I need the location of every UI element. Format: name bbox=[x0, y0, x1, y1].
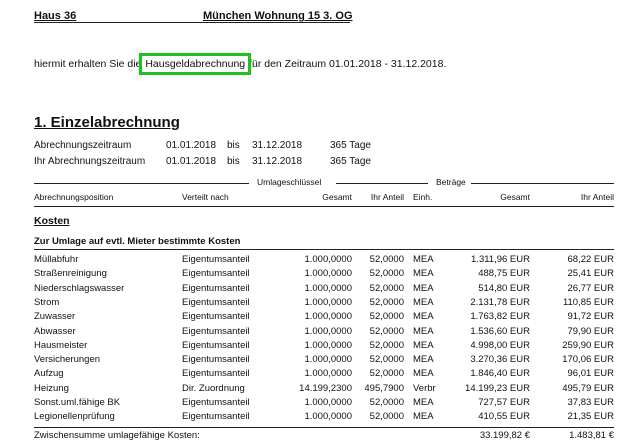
cell-betrag-anteil: 37,83 EUR bbox=[567, 397, 614, 408]
cell-anteil: 52,0000 bbox=[369, 411, 404, 423]
col-betrag-anteil: Ihr Anteil bbox=[580, 192, 614, 202]
period-bis: bis bbox=[227, 140, 240, 151]
col-anteil: Ihr Anteil bbox=[370, 192, 404, 202]
table-row bbox=[34, 340, 614, 354]
cell-einh: Verbr bbox=[413, 382, 436, 394]
cell-einh: MEA bbox=[413, 339, 434, 351]
cell-betrag-gesamt: 1.536,60 EUR bbox=[470, 325, 530, 337]
period-to: 31.12.2018 bbox=[252, 140, 303, 151]
cell-anteil: 52,0000 bbox=[369, 397, 404, 408]
group-rule-right bbox=[471, 183, 614, 184]
table-row bbox=[34, 254, 614, 268]
table-row bbox=[34, 326, 614, 340]
cell-position: Strom bbox=[34, 296, 60, 308]
cell-position: Niederschlagswasser bbox=[34, 282, 125, 294]
intro-before: hiermit erhalten Sie die bbox=[34, 58, 145, 70]
cell-anteil: 495,7900 bbox=[364, 382, 404, 394]
cell-verteilt: Eigentumsanteil bbox=[182, 325, 250, 337]
cell-einh: MEA bbox=[413, 397, 434, 408]
subtotal-rule bbox=[34, 427, 614, 428]
subtotal-label: Zwischensumme umlagefähige Kosten: bbox=[34, 430, 200, 441]
period-from: 01.01.2018 bbox=[166, 140, 217, 151]
table-row bbox=[34, 297, 614, 311]
table-row bbox=[34, 354, 614, 368]
cell-gesamt: 1.000,0000 bbox=[304, 311, 352, 323]
cell-gesamt: 1.000,0000 bbox=[304, 354, 352, 366]
highlighted-term[interactable]: Hausgeldabrechnung bbox=[145, 58, 246, 70]
cell-verteilt: Eigentumsanteil bbox=[182, 282, 250, 294]
subsection-rule bbox=[34, 249, 614, 250]
table-row bbox=[34, 283, 614, 297]
kosten-label: Kosten bbox=[34, 215, 70, 227]
table-row bbox=[34, 311, 614, 325]
cell-betrag-anteil: 110,85 EUR bbox=[562, 296, 614, 308]
table-row bbox=[34, 411, 614, 425]
intro-after: für den Zeitraum 01.01.2018 - 31.12.2018. bbox=[246, 58, 447, 70]
cell-gesamt: 1.000,0000 bbox=[304, 254, 352, 265]
cell-betrag-anteil: 259,90 EUR bbox=[562, 339, 614, 351]
table-row bbox=[34, 397, 614, 411]
period-row bbox=[34, 156, 614, 170]
cell-anteil: 52,0000 bbox=[369, 254, 404, 265]
cell-position: Heizung bbox=[34, 382, 69, 394]
cell-verteilt: Eigentumsanteil bbox=[182, 311, 250, 323]
cell-position: Abwasser bbox=[34, 325, 76, 337]
subtotal-row bbox=[34, 430, 614, 444]
intro-text bbox=[34, 58, 446, 70]
col-betrag-gesamt: Gesamt bbox=[500, 192, 530, 202]
cell-einh: MEA bbox=[413, 296, 434, 308]
cell-betrag-anteil: 25,41 EUR bbox=[567, 268, 614, 280]
cell-betrag-anteil: 495,79 EUR bbox=[562, 382, 614, 394]
cell-einh: MEA bbox=[413, 254, 434, 265]
cell-anteil: 52,0000 bbox=[369, 282, 404, 294]
cell-gesamt: 14.199,2300 bbox=[299, 382, 352, 394]
period-days: 365 Tage bbox=[330, 140, 371, 151]
cell-betrag-gesamt: 2.131,78 EUR bbox=[470, 296, 530, 308]
cell-verteilt: Dir. Zuordnung bbox=[182, 382, 245, 394]
cell-anteil: 52,0000 bbox=[369, 268, 404, 280]
cell-verteilt: Eigentumsanteil bbox=[182, 296, 250, 308]
cell-betrag-gesamt: 3.270,36 EUR bbox=[470, 354, 530, 366]
group-header-umlage: Umlageschlüssel bbox=[257, 177, 322, 187]
cell-verteilt: Eigentumsanteil bbox=[182, 254, 250, 265]
col-verteilt: Verteilt nach bbox=[182, 192, 229, 202]
table-row bbox=[34, 383, 614, 397]
group-header-betraege: Beträge bbox=[436, 177, 466, 187]
cell-betrag-gesamt: 1.311,96 EUR bbox=[471, 254, 530, 265]
cell-anteil: 52,0000 bbox=[369, 368, 404, 380]
cell-verteilt: Eigentumsanteil bbox=[182, 368, 250, 380]
section-title: 1. Einzelabrechnung bbox=[34, 114, 180, 131]
period-label: Abrechnungszeitraum bbox=[34, 140, 132, 151]
cell-verteilt: Eigentumsanteil bbox=[182, 411, 250, 423]
cell-einh: MEA bbox=[413, 311, 434, 323]
group-rule-left bbox=[34, 183, 249, 184]
cell-betrag-anteil: 96,01 EUR bbox=[567, 368, 614, 380]
cell-position: Sonst.uml.fähige BK bbox=[34, 397, 121, 408]
table-row bbox=[34, 268, 614, 282]
subtotal-anteil: 1.483,81 € bbox=[569, 430, 614, 441]
cell-betrag-gesamt: 727,57 EUR bbox=[478, 397, 530, 408]
cell-anteil: 52,0000 bbox=[369, 354, 404, 366]
period-days: 365 Tage bbox=[330, 156, 371, 167]
cell-gesamt: 1.000,0000 bbox=[304, 296, 352, 308]
column-header-rule bbox=[34, 206, 614, 207]
cell-betrag-gesamt: 488,75 EUR bbox=[478, 268, 530, 280]
cell-einh: MEA bbox=[413, 411, 434, 423]
cell-einh: MEA bbox=[413, 354, 434, 366]
cell-einh: MEA bbox=[413, 282, 434, 294]
cell-betrag-anteil: 68,22 EUR bbox=[567, 254, 614, 265]
period-to: 31.12.2018 bbox=[252, 156, 303, 167]
cell-gesamt: 1.000,0000 bbox=[304, 325, 352, 337]
col-einh: Einh. bbox=[413, 192, 433, 202]
cell-position: Legionellenprüfung bbox=[34, 411, 115, 423]
subtotal-gesamt: 33.199,82 € bbox=[479, 430, 530, 441]
cell-verteilt: Eigentumsanteil bbox=[182, 268, 250, 280]
column-header-row bbox=[34, 192, 614, 206]
cell-betrag-anteil: 21,35 EUR bbox=[567, 411, 614, 423]
cell-betrag-anteil: 170,06 EUR bbox=[562, 354, 614, 366]
col-gesamt: Gesamt bbox=[322, 192, 352, 202]
cell-gesamt: 1.000,0000 bbox=[304, 368, 352, 380]
cell-einh: MEA bbox=[413, 268, 434, 280]
table-row bbox=[34, 368, 614, 382]
cell-anteil: 52,0000 bbox=[369, 339, 404, 351]
cell-betrag-gesamt: 410,55 EUR bbox=[478, 411, 530, 423]
cell-betrag-anteil: 26,77 EUR bbox=[567, 282, 614, 294]
cell-gesamt: 1.000,0000 bbox=[304, 268, 352, 280]
col-position: Abrechnungsposition bbox=[34, 192, 114, 202]
cell-anteil: 52,0000 bbox=[369, 311, 404, 323]
cell-gesamt: 1.000,0000 bbox=[304, 397, 352, 408]
cell-gesamt: 1.000,0000 bbox=[304, 339, 352, 351]
house-label: Haus 36 bbox=[34, 10, 77, 22]
period-bis: bis bbox=[227, 156, 240, 167]
cell-betrag-gesamt: 1.763,82 EUR bbox=[470, 311, 530, 323]
cell-betrag-anteil: 91,72 EUR bbox=[567, 311, 614, 323]
subsection-title: Zur Umlage auf evtl. Mieter bestimmte Kosten bbox=[34, 236, 241, 247]
cell-betrag-anteil: 79,90 EUR bbox=[567, 325, 614, 337]
group-rule-mid bbox=[336, 183, 428, 184]
cell-verteilt: Eigentumsanteil bbox=[182, 397, 250, 408]
period-label: Ihr Abrechnungszeitraum bbox=[34, 156, 146, 167]
cell-position: Hausmeister bbox=[34, 339, 88, 351]
period-from: 01.01.2018 bbox=[166, 156, 217, 167]
cell-anteil: 52,0000 bbox=[369, 325, 404, 337]
cell-position: Aufzug bbox=[34, 368, 64, 380]
cell-gesamt: 1.000,0000 bbox=[304, 282, 352, 294]
cell-position: Zuwasser bbox=[34, 311, 76, 323]
cell-betrag-gesamt: 514,80 EUR bbox=[478, 282, 530, 294]
cell-anteil: 52,0000 bbox=[369, 296, 404, 308]
cell-betrag-gesamt: 1.846,40 EUR bbox=[470, 368, 530, 380]
cell-betrag-gesamt: 14.199,23 EUR bbox=[465, 382, 530, 394]
cell-position: Straßenreinigung bbox=[34, 268, 107, 280]
cell-verteilt: Eigentumsanteil bbox=[182, 339, 250, 351]
cell-verteilt: Eigentumsanteil bbox=[182, 354, 250, 366]
cell-einh: MEA bbox=[413, 368, 434, 380]
location-label: München Wohnung 15 3. OG bbox=[203, 10, 353, 22]
cell-position: Müllabfuhr bbox=[34, 254, 79, 265]
header-underline bbox=[34, 22, 350, 23]
cell-einh: MEA bbox=[413, 325, 434, 337]
period-row bbox=[34, 140, 614, 154]
cell-betrag-gesamt: 4.998,00 EUR bbox=[470, 339, 530, 351]
cell-gesamt: 1.000,0000 bbox=[304, 411, 352, 423]
cell-position: Versicherungen bbox=[34, 354, 101, 366]
